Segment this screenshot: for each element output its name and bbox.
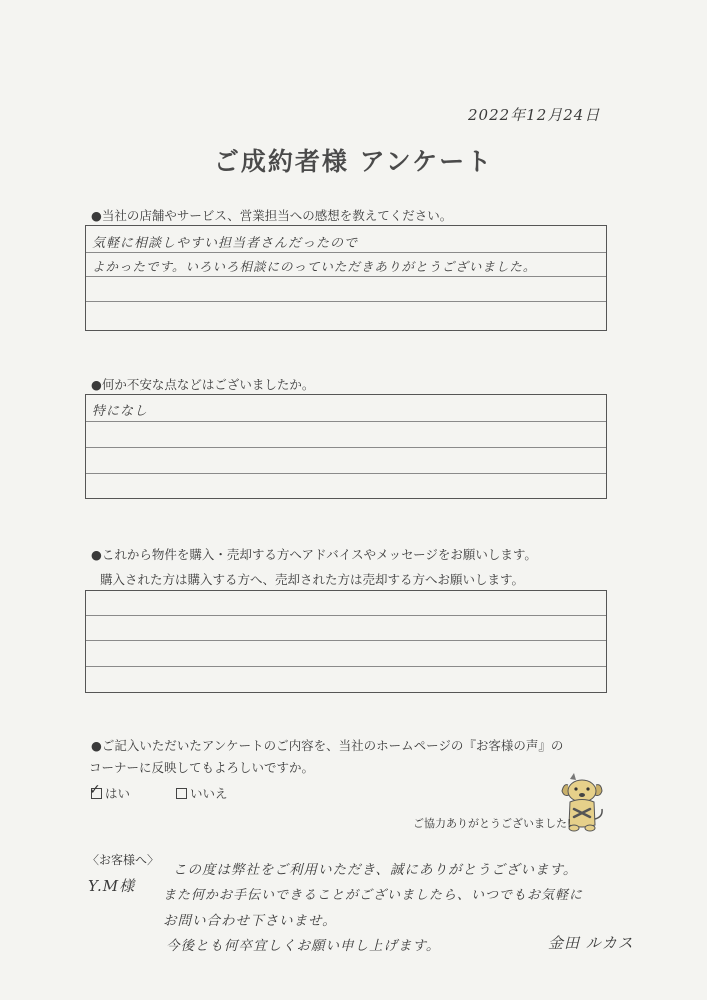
- customer-name: Y.M様: [88, 877, 136, 895]
- answer-1-line-1: 気軽に相談しやすい担当者さんだったので: [92, 236, 359, 251]
- answer-2-line-1: 特になし: [92, 404, 149, 419]
- signature: 金田 ルカス: [548, 934, 634, 952]
- message-line-2: また何かお手伝いできることがございましたら、いつでもお気軽に: [163, 888, 584, 903]
- checkbox-empty-icon[interactable]: [176, 788, 187, 799]
- question-4-line-1: ●ご記入いただいたアンケートのご内容を、当社のホームページの『お客様の声』の: [91, 738, 564, 753]
- answer-box-3[interactable]: [85, 590, 607, 693]
- answer-1-line-2: よかったです。いろいろ相談にのっていただきありがとうございました。: [92, 259, 537, 274]
- question-3-subtext: 購入された方は購入する方へ、売却された方は売却する方へお願いします。: [100, 572, 525, 587]
- question-2: ●何か不安な点などはございましたか。: [91, 377, 315, 392]
- answer-box-1[interactable]: [85, 225, 607, 331]
- option-yes[interactable]: [91, 784, 130, 802]
- answer-box-2[interactable]: [85, 394, 607, 499]
- option-no-label: いいえ: [190, 786, 228, 801]
- page-title: ご成約者様 アンケート: [213, 147, 494, 176]
- message-line-1: この度は弊社をご利用いただき、誠にありがとうございます。: [173, 862, 578, 878]
- question-4-line-2: コーナーに反映してもよろしいですか。: [89, 760, 315, 775]
- survey-date: 2022年12月24日: [468, 106, 601, 124]
- question-1: ●当社の店舗やサービス、営業担当への感想を教えてください。: [91, 208, 453, 223]
- message-line-4: 今後とも何卒宜しくお願い申し上げます。: [166, 938, 441, 954]
- checkbox-checked-icon[interactable]: ✓: [89, 782, 101, 798]
- customer-label: 〈お客様へ〉: [87, 853, 160, 867]
- option-no[interactable]: [176, 784, 228, 802]
- question-3: ●これから物件を購入・売却する方へアドバイスやメッセージをお願いします。: [91, 547, 537, 562]
- thanks-message: ご協力ありがとうございました!: [413, 817, 572, 830]
- option-yes-label: はい: [105, 786, 131, 801]
- message-line-3: お問い合わせ下さいませ。: [163, 913, 337, 929]
